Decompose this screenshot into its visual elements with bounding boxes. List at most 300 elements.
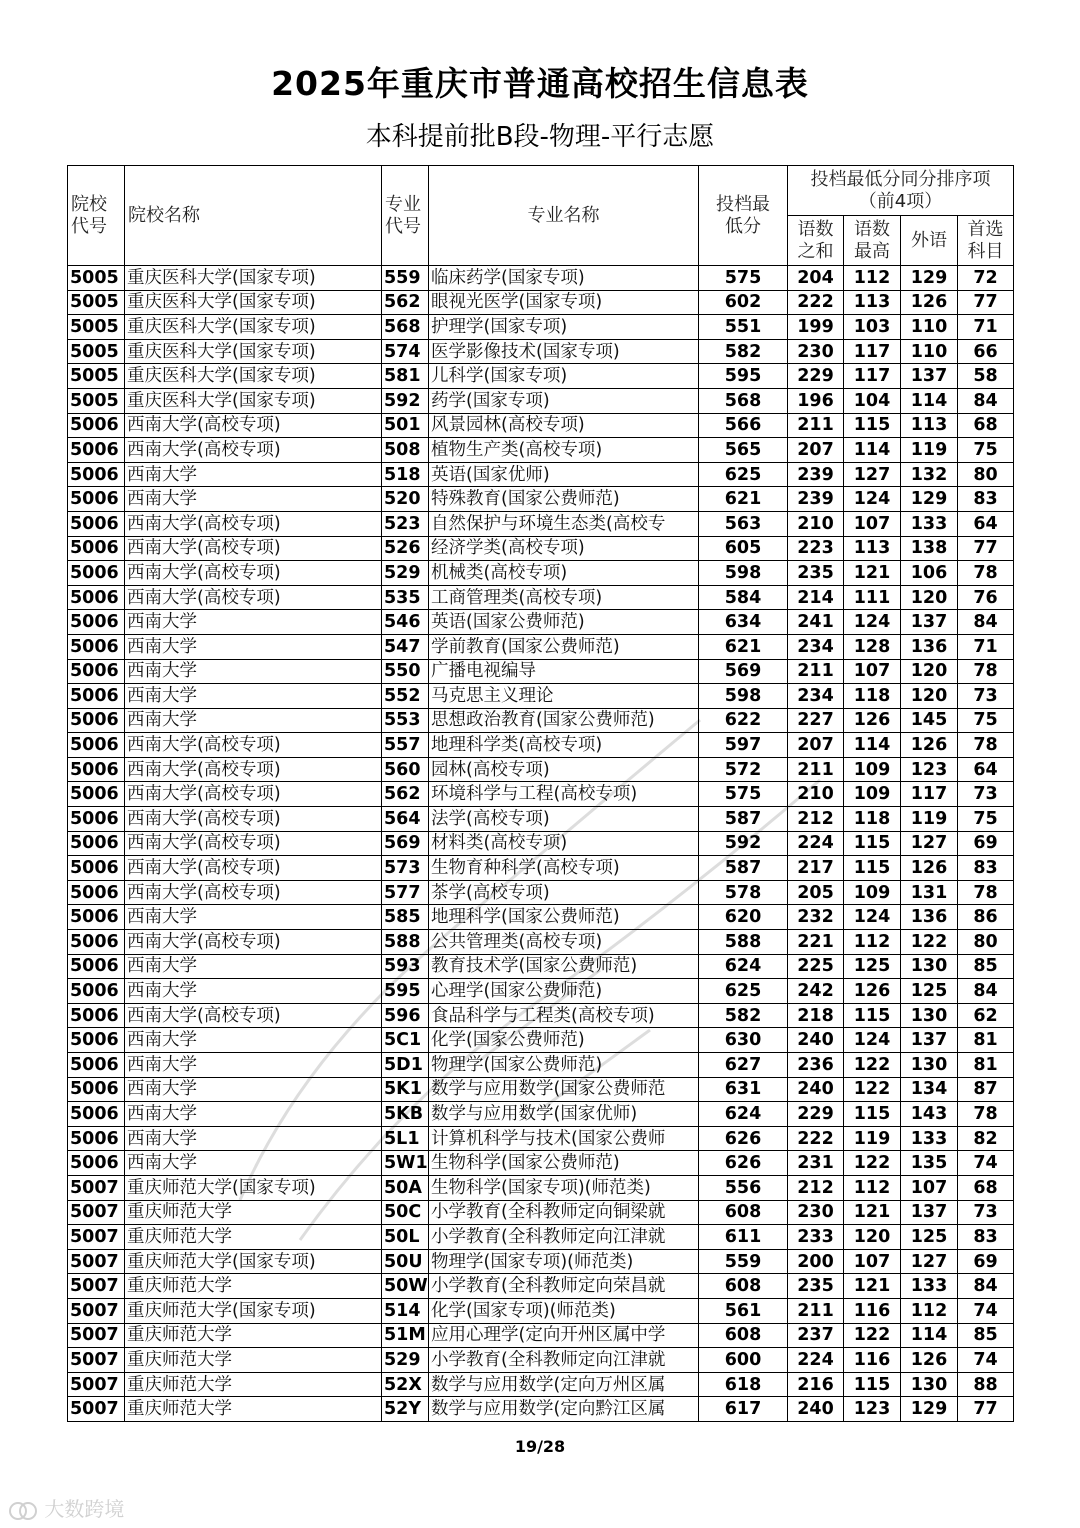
school-name-cell: 重庆医科大学(国家专项) xyxy=(125,339,382,364)
page-number: 19/28 xyxy=(514,1437,566,1456)
sum-cell: 221 xyxy=(788,930,844,955)
foreign-cell: 137 xyxy=(901,610,958,635)
foreign-cell: 125 xyxy=(901,979,958,1004)
major-code-cell: 562 xyxy=(382,782,429,807)
major-name-cell: 化学(国家专项)(师范类) xyxy=(429,1298,699,1323)
table-row xyxy=(68,585,1014,610)
major-code-cell: 520 xyxy=(382,487,429,512)
major-name-cell: 食品科学与工程类(高校专项) xyxy=(429,1003,699,1028)
first-subject-cell: 73 xyxy=(958,684,1014,709)
min-score-cell: 608 xyxy=(699,1200,788,1225)
first-subject-cell: 83 xyxy=(958,1225,1014,1250)
first-subject-cell: 82 xyxy=(958,1126,1014,1151)
foreign-cell: 129 xyxy=(901,1397,958,1422)
sum-cell: 217 xyxy=(788,856,844,881)
table-row xyxy=(68,831,1014,856)
major-code-cell: 50A xyxy=(382,1175,429,1200)
min-score-cell: 561 xyxy=(699,1298,788,1323)
sum-cell: 235 xyxy=(788,1274,844,1299)
max-cell: 118 xyxy=(844,684,901,709)
foreign-cell: 135 xyxy=(901,1151,958,1176)
school-code-cell: 5006 xyxy=(68,684,125,709)
sum-cell: 237 xyxy=(788,1323,844,1348)
major-code-cell: 585 xyxy=(382,905,429,930)
school-code-cell: 5006 xyxy=(68,536,125,561)
table-row xyxy=(68,659,1014,684)
foreign-cell: 107 xyxy=(901,1175,958,1200)
header-chinese-math-max: 语数最高 xyxy=(844,216,901,266)
school-code-cell: 5007 xyxy=(68,1274,125,1299)
foreign-cell: 122 xyxy=(901,930,958,955)
table-row xyxy=(68,462,1014,487)
first-subject-cell: 78 xyxy=(958,733,1014,758)
major-code-cell: 529 xyxy=(382,561,429,586)
min-score-cell: 551 xyxy=(699,315,788,340)
major-code-cell: 51M xyxy=(382,1323,429,1348)
table-row xyxy=(68,413,1014,438)
sum-cell: 240 xyxy=(788,1077,844,1102)
max-cell: 109 xyxy=(844,757,901,782)
min-score-cell: 598 xyxy=(699,561,788,586)
max-cell: 122 xyxy=(844,1151,901,1176)
major-name-cell: 地理科学类(高校专项) xyxy=(429,733,699,758)
min-score-cell: 575 xyxy=(699,266,788,291)
sum-cell: 224 xyxy=(788,1348,844,1373)
table-row xyxy=(68,511,1014,536)
school-code-cell: 5006 xyxy=(68,880,125,905)
first-subject-cell: 75 xyxy=(958,438,1014,463)
min-score-cell: 568 xyxy=(699,388,788,413)
school-name-cell: 重庆师范大学 xyxy=(125,1372,382,1397)
first-subject-cell: 84 xyxy=(958,610,1014,635)
school-code-cell: 5006 xyxy=(68,1028,125,1053)
table-row xyxy=(68,1249,1014,1274)
foreign-cell: 110 xyxy=(901,339,958,364)
foreign-cell: 133 xyxy=(901,1126,958,1151)
max-cell: 127 xyxy=(844,462,901,487)
max-cell: 121 xyxy=(844,561,901,586)
max-cell: 112 xyxy=(844,1175,901,1200)
table-row xyxy=(68,1003,1014,1028)
min-score-cell: 578 xyxy=(699,880,788,905)
min-score-cell: 620 xyxy=(699,905,788,930)
foreign-cell: 114 xyxy=(901,1323,958,1348)
major-code-cell: 550 xyxy=(382,659,429,684)
sum-cell: 211 xyxy=(788,757,844,782)
sum-cell: 229 xyxy=(788,1102,844,1127)
min-score-cell: 582 xyxy=(699,339,788,364)
school-code-cell: 5006 xyxy=(68,1003,125,1028)
min-score-cell: 587 xyxy=(699,856,788,881)
first-subject-cell: 72 xyxy=(958,266,1014,291)
school-name-cell: 西南大学(高校专项) xyxy=(125,880,382,905)
max-cell: 122 xyxy=(844,1053,901,1078)
major-name-cell: 临床药学(国家专项) xyxy=(429,266,699,291)
major-code-cell: 564 xyxy=(382,807,429,832)
table-row xyxy=(68,1151,1014,1176)
major-code-cell: 5D1 xyxy=(382,1053,429,1078)
first-subject-cell: 75 xyxy=(958,708,1014,733)
max-cell: 124 xyxy=(844,905,901,930)
sum-cell: 211 xyxy=(788,659,844,684)
major-code-cell: 592 xyxy=(382,388,429,413)
major-code-cell: 5C1 xyxy=(382,1028,429,1053)
school-code-cell: 5006 xyxy=(68,1151,125,1176)
first-subject-cell: 80 xyxy=(958,462,1014,487)
foreign-cell: 145 xyxy=(901,708,958,733)
major-code-cell: 501 xyxy=(382,413,429,438)
first-subject-cell: 78 xyxy=(958,1102,1014,1127)
header-chinese-math-sum: 语数之和 xyxy=(788,216,844,266)
major-code-cell: 569 xyxy=(382,831,429,856)
max-cell: 118 xyxy=(844,807,901,832)
first-subject-cell: 74 xyxy=(958,1151,1014,1176)
table-row xyxy=(68,536,1014,561)
school-name-cell: 重庆医科大学(国家专项) xyxy=(125,266,382,291)
major-code-cell: 5KB xyxy=(382,1102,429,1127)
sum-cell: 222 xyxy=(788,1126,844,1151)
school-code-cell: 5005 xyxy=(68,266,125,291)
min-score-cell: 624 xyxy=(699,1102,788,1127)
min-score-cell: 566 xyxy=(699,413,788,438)
header-major-code: 专业代号 xyxy=(382,166,429,266)
first-subject-cell: 77 xyxy=(958,536,1014,561)
major-code-cell: 50U xyxy=(382,1249,429,1274)
foreign-cell: 134 xyxy=(901,1077,958,1102)
foreign-cell: 114 xyxy=(901,388,958,413)
school-name-cell: 西南大学 xyxy=(125,708,382,733)
school-name-cell: 西南大学 xyxy=(125,905,382,930)
table-row xyxy=(68,388,1014,413)
major-name-cell: 思想政治教育(国家公费师范) xyxy=(429,708,699,733)
min-score-cell: 575 xyxy=(699,782,788,807)
min-score-cell: 631 xyxy=(699,1077,788,1102)
brand-watermark xyxy=(8,1493,124,1522)
min-score-cell: 634 xyxy=(699,610,788,635)
school-code-cell: 5006 xyxy=(68,757,125,782)
table-row xyxy=(68,708,1014,733)
foreign-cell: 136 xyxy=(901,634,958,659)
table-row xyxy=(68,634,1014,659)
page-title: 2025年重庆市普通高校招生信息表 xyxy=(271,64,809,103)
table-body xyxy=(68,266,1014,1422)
first-subject-cell: 85 xyxy=(958,1323,1014,1348)
first-subject-cell: 86 xyxy=(958,905,1014,930)
sum-cell: 223 xyxy=(788,536,844,561)
max-cell: 121 xyxy=(844,1200,901,1225)
foreign-cell: 129 xyxy=(901,487,958,512)
min-score-cell: 588 xyxy=(699,930,788,955)
min-score-cell: 600 xyxy=(699,1348,788,1373)
school-code-cell: 5006 xyxy=(68,807,125,832)
major-name-cell: 化学(国家公费师范) xyxy=(429,1028,699,1053)
first-subject-cell: 73 xyxy=(958,782,1014,807)
foreign-cell: 126 xyxy=(901,1348,958,1373)
first-subject-cell: 84 xyxy=(958,388,1014,413)
sum-cell: 212 xyxy=(788,807,844,832)
school-code-cell: 5006 xyxy=(68,561,125,586)
first-subject-cell: 77 xyxy=(958,1397,1014,1422)
first-subject-cell: 68 xyxy=(958,1175,1014,1200)
min-score-cell: 617 xyxy=(699,1397,788,1422)
max-cell: 112 xyxy=(844,266,901,291)
min-score-cell: 592 xyxy=(699,831,788,856)
school-name-cell: 西南大学(高校专项) xyxy=(125,536,382,561)
major-code-cell: 559 xyxy=(382,266,429,291)
school-name-cell: 重庆师范大学 xyxy=(125,1348,382,1373)
school-name-cell: 重庆医科大学(国家专项) xyxy=(125,388,382,413)
major-name-cell: 学前教育(国家公费师范) xyxy=(429,634,699,659)
school-name-cell: 西南大学 xyxy=(125,610,382,635)
sum-cell: 216 xyxy=(788,1372,844,1397)
foreign-cell: 112 xyxy=(901,1298,958,1323)
header-major-name: 专业名称 xyxy=(429,166,699,266)
school-name-cell: 重庆师范大学(国家专项) xyxy=(125,1175,382,1200)
foreign-cell: 130 xyxy=(901,1003,958,1028)
major-name-cell: 数学与应用数学(国家公费师范 xyxy=(429,1077,699,1102)
min-score-cell: 626 xyxy=(699,1151,788,1176)
major-name-cell: 茶学(高校专项) xyxy=(429,880,699,905)
first-subject-cell: 58 xyxy=(958,364,1014,389)
foreign-cell: 129 xyxy=(901,266,958,291)
school-code-cell: 5006 xyxy=(68,634,125,659)
school-name-cell: 西南大学(高校专项) xyxy=(125,831,382,856)
school-code-cell: 5006 xyxy=(68,930,125,955)
table-row xyxy=(68,979,1014,1004)
major-code-cell: 5W1 xyxy=(382,1151,429,1176)
min-score-cell: 621 xyxy=(699,634,788,659)
max-cell: 121 xyxy=(844,1274,901,1299)
school-name-cell: 西南大学(高校专项) xyxy=(125,438,382,463)
school-name-cell: 西南大学 xyxy=(125,487,382,512)
table-row xyxy=(68,438,1014,463)
major-name-cell: 工商管理类(高校专项) xyxy=(429,585,699,610)
sum-cell: 199 xyxy=(788,315,844,340)
sum-cell: 224 xyxy=(788,831,844,856)
foreign-cell: 133 xyxy=(901,511,958,536)
major-name-cell: 数学与应用数学(定向黔江区属 xyxy=(429,1397,699,1422)
sum-cell: 218 xyxy=(788,1003,844,1028)
max-cell: 115 xyxy=(844,1003,901,1028)
first-subject-cell: 81 xyxy=(958,1028,1014,1053)
school-name-cell: 西南大学(高校专项) xyxy=(125,807,382,832)
max-cell: 116 xyxy=(844,1298,901,1323)
sum-cell: 234 xyxy=(788,634,844,659)
school-name-cell: 西南大学(高校专项) xyxy=(125,856,382,881)
header-tiebreak-group: 投档最低分同分排序项（前4项） xyxy=(788,166,1014,216)
foreign-cell: 127 xyxy=(901,831,958,856)
min-score-cell: 627 xyxy=(699,1053,788,1078)
foreign-cell: 120 xyxy=(901,585,958,610)
table-row xyxy=(68,1372,1014,1397)
sum-cell: 212 xyxy=(788,1175,844,1200)
school-code-cell: 5006 xyxy=(68,487,125,512)
min-score-cell: 625 xyxy=(699,462,788,487)
school-code-cell: 5006 xyxy=(68,905,125,930)
school-name-cell: 西南大学 xyxy=(125,659,382,684)
school-name-cell: 西南大学(高校专项) xyxy=(125,511,382,536)
foreign-cell: 120 xyxy=(901,659,958,684)
foreign-cell: 138 xyxy=(901,536,958,561)
major-code-cell: 557 xyxy=(382,733,429,758)
max-cell: 124 xyxy=(844,1028,901,1053)
sum-cell: 235 xyxy=(788,561,844,586)
major-code-cell: 546 xyxy=(382,610,429,635)
school-name-cell: 重庆师范大学 xyxy=(125,1200,382,1225)
first-subject-cell: 71 xyxy=(958,634,1014,659)
table-row xyxy=(68,1274,1014,1299)
first-subject-cell: 74 xyxy=(958,1348,1014,1373)
major-name-cell: 小学教育(全科教师定向江津就 xyxy=(429,1348,699,1373)
school-name-cell: 西南大学(高校专项) xyxy=(125,585,382,610)
table-row xyxy=(68,1323,1014,1348)
min-score-cell: 622 xyxy=(699,708,788,733)
major-name-cell: 机械类(高校专项) xyxy=(429,561,699,586)
school-code-cell: 5006 xyxy=(68,511,125,536)
table-row xyxy=(68,880,1014,905)
school-code-cell: 5006 xyxy=(68,856,125,881)
school-code-cell: 5006 xyxy=(68,413,125,438)
first-subject-cell: 64 xyxy=(958,511,1014,536)
first-subject-cell: 66 xyxy=(958,339,1014,364)
school-code-cell: 5006 xyxy=(68,1053,125,1078)
table-row xyxy=(68,364,1014,389)
major-code-cell: 574 xyxy=(382,339,429,364)
school-code-cell: 5006 xyxy=(68,831,125,856)
major-name-cell: 物理学(国家公费师范) xyxy=(429,1053,699,1078)
sum-cell: 239 xyxy=(788,487,844,512)
major-code-cell: 526 xyxy=(382,536,429,561)
sum-cell: 240 xyxy=(788,1028,844,1053)
first-subject-cell: 87 xyxy=(958,1077,1014,1102)
max-cell: 126 xyxy=(844,708,901,733)
major-code-cell: 552 xyxy=(382,684,429,709)
first-subject-cell: 77 xyxy=(958,290,1014,315)
foreign-cell: 131 xyxy=(901,880,958,905)
first-subject-cell: 78 xyxy=(958,659,1014,684)
major-code-cell: 529 xyxy=(382,1348,429,1373)
school-name-cell: 西南大学(高校专项) xyxy=(125,782,382,807)
table-row xyxy=(68,1397,1014,1422)
max-cell: 109 xyxy=(844,880,901,905)
major-code-cell: 514 xyxy=(382,1298,429,1323)
table-row xyxy=(68,487,1014,512)
school-code-cell: 5007 xyxy=(68,1200,125,1225)
major-code-cell: 50W xyxy=(382,1274,429,1299)
first-subject-cell: 85 xyxy=(958,954,1014,979)
school-code-cell: 5005 xyxy=(68,290,125,315)
sum-cell: 239 xyxy=(788,462,844,487)
school-name-cell: 重庆师范大学 xyxy=(125,1397,382,1422)
first-subject-cell: 84 xyxy=(958,1274,1014,1299)
min-score-cell: 626 xyxy=(699,1126,788,1151)
first-subject-cell: 75 xyxy=(958,807,1014,832)
school-name-cell: 重庆师范大学 xyxy=(125,1225,382,1250)
school-name-cell: 西南大学(高校专项) xyxy=(125,733,382,758)
school-code-cell: 5007 xyxy=(68,1175,125,1200)
major-code-cell: 577 xyxy=(382,880,429,905)
major-code-cell: 50L xyxy=(382,1225,429,1250)
school-name-cell: 重庆师范大学 xyxy=(125,1323,382,1348)
first-subject-cell: 83 xyxy=(958,856,1014,881)
max-cell: 126 xyxy=(844,979,901,1004)
table-row xyxy=(68,1102,1014,1127)
first-subject-cell: 78 xyxy=(958,880,1014,905)
first-subject-cell: 81 xyxy=(958,1053,1014,1078)
max-cell: 107 xyxy=(844,511,901,536)
max-cell: 123 xyxy=(844,1397,901,1422)
school-code-cell: 5006 xyxy=(68,1077,125,1102)
max-cell: 113 xyxy=(844,290,901,315)
major-code-cell: 508 xyxy=(382,438,429,463)
first-subject-cell: 69 xyxy=(958,831,1014,856)
major-code-cell: 560 xyxy=(382,757,429,782)
max-cell: 124 xyxy=(844,487,901,512)
school-name-cell: 西南大学 xyxy=(125,684,382,709)
major-code-cell: 523 xyxy=(382,511,429,536)
sum-cell: 211 xyxy=(788,413,844,438)
foreign-cell: 119 xyxy=(901,807,958,832)
min-score-cell: 595 xyxy=(699,364,788,389)
min-score-cell: 608 xyxy=(699,1274,788,1299)
max-cell: 115 xyxy=(844,413,901,438)
foreign-cell: 120 xyxy=(901,684,958,709)
max-cell: 111 xyxy=(844,585,901,610)
max-cell: 117 xyxy=(844,364,901,389)
sum-cell: 214 xyxy=(788,585,844,610)
foreign-cell: 125 xyxy=(901,1225,958,1250)
major-name-cell: 广播电视编导 xyxy=(429,659,699,684)
school-code-cell: 5006 xyxy=(68,1126,125,1151)
foreign-cell: 106 xyxy=(901,561,958,586)
max-cell: 124 xyxy=(844,610,901,635)
major-code-cell: 553 xyxy=(382,708,429,733)
min-score-cell: 597 xyxy=(699,733,788,758)
max-cell: 112 xyxy=(844,930,901,955)
min-score-cell: 630 xyxy=(699,1028,788,1053)
major-name-cell: 法学(高校专项) xyxy=(429,807,699,832)
school-name-cell: 西南大学(高校专项) xyxy=(125,561,382,586)
header-min-score: 投档最低分 xyxy=(699,166,788,266)
major-name-cell: 英语(国家公费师范) xyxy=(429,610,699,635)
foreign-cell: 130 xyxy=(901,954,958,979)
sum-cell: 222 xyxy=(788,290,844,315)
foreign-cell: 126 xyxy=(901,856,958,881)
table-row xyxy=(68,290,1014,315)
sum-cell: 233 xyxy=(788,1225,844,1250)
school-code-cell: 5006 xyxy=(68,733,125,758)
school-code-cell: 5006 xyxy=(68,708,125,733)
school-code-cell: 5007 xyxy=(68,1323,125,1348)
admission-table xyxy=(67,165,1014,1422)
major-name-cell: 生物科学(国家专项)(师范类) xyxy=(429,1175,699,1200)
sum-cell: 231 xyxy=(788,1151,844,1176)
sum-cell: 200 xyxy=(788,1249,844,1274)
major-code-cell: 50C xyxy=(382,1200,429,1225)
min-score-cell: 618 xyxy=(699,1372,788,1397)
table-row xyxy=(68,757,1014,782)
table-row xyxy=(68,1175,1014,1200)
max-cell: 114 xyxy=(844,438,901,463)
first-subject-cell: 73 xyxy=(958,1200,1014,1225)
major-code-cell: 595 xyxy=(382,979,429,1004)
foreign-cell: 130 xyxy=(901,1053,958,1078)
school-code-cell: 5006 xyxy=(68,438,125,463)
school-code-cell: 5006 xyxy=(68,585,125,610)
table-row xyxy=(68,1225,1014,1250)
table-row xyxy=(68,1028,1014,1053)
school-name-cell: 西南大学(高校专项) xyxy=(125,1003,382,1028)
